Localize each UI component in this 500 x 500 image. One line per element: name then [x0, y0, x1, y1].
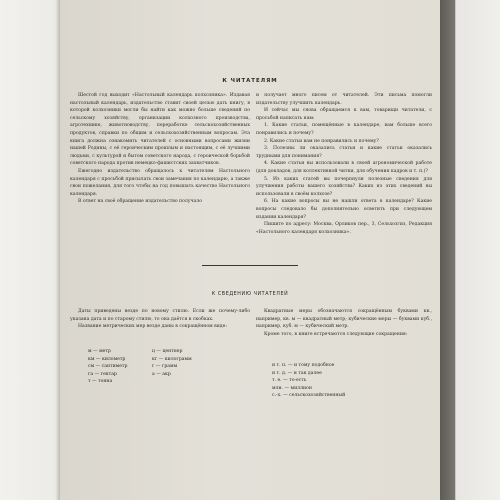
- unit-entry: кг — килограмм: [152, 356, 192, 362]
- question-3: 3. Полезны ли оказались статьи и какие статьи оказались трудными для понимания?: [256, 146, 432, 159]
- info-heading: К СВЕДЕНИЮ ЧИТАТЕЛЕЙ: [211, 292, 289, 297]
- question-4: 4. Какие статьи вы использовали в своей агрономической работе (для докладов, для коллективной читки, для обучения кадров и т. п.)?: [256, 161, 432, 174]
- unit-entry: т — тонна: [88, 379, 113, 385]
- unit-entry: г — грамм: [152, 364, 178, 370]
- book-left-edge: [0, 0, 60, 500]
- abbreviation-entry: с.-х. — сельскохозяйственный: [272, 393, 346, 399]
- reader-right-paragraph-2: И сейчас мы снова обращаемся к вам, товарищи читатели, с просьбой написать нам:: [256, 108, 432, 121]
- units-row: [88, 378, 216, 386]
- info-paragraph-dates: Даты приведены везде по новому стилю. Если же почему-либо указана дата и по старому стилю, то она даётся в скобках.: [70, 309, 250, 322]
- section-divider: [202, 265, 298, 266]
- question-2: 2. Какие статьи вам не понравились и почему?: [264, 138, 379, 144]
- reader-left-column: [70, 92, 250, 206]
- info-paragraph-measures: Название метрических мер везде даны в сокращённом виде:: [78, 324, 227, 330]
- reader-paragraph-1: Шестой год выходит «Настольный календарь колхозника». Издавая настольный календарь, издательство ставит своей целью дать книгу, в которой колхозники могли бы найти как можно больше сведений по сельскому хозяйству, организации колхозного производства, агротехнике, животноводству, переработке сельскохозяйственных продуктов, справки по общим и сельскохозяйственным вопросам. Эта книга должна ознакомить читателей с основными вопросами жизни нашей Родины, с её героическим прошлым и настоящим, с её лучшими людьми, с культурой и бытом советского народа, с героической борьбой советского народа против немецко-фашистских захватчиков.: [70, 93, 250, 167]
- book-page: [60, 0, 440, 500]
- units-row: [88, 363, 216, 371]
- info-paragraph-squares: Квадратные меры обозначаются сокращённым буквами кв., например, кв. м — квадратный метр; кубические меры — буквами куб., например, куб. м — кубический метр.: [256, 309, 432, 330]
- question-5: 5. Из каких статей вы почерпнули полезные сведения для улучшения работы вашего хозяйства? Каких из этих сведений вы использовали в своём колхозе?: [256, 176, 432, 197]
- info-left-column: [70, 308, 250, 331]
- reader-heading: К ЧИТАТЕЛЯМ: [222, 78, 278, 84]
- unit-entry: ц — центнер: [152, 349, 183, 354]
- question-6: 6. На какие вопросы вы не нашли ответа в календаре? Какие вопросы следовало бы дополнительно осветить при следующем издании календаря?: [256, 199, 432, 220]
- abbreviation-entry: млн. — миллион: [272, 385, 312, 391]
- unit-entry: а — акр: [152, 371, 171, 377]
- question-1: 1. Какие статьи, помещённые в календаре, вам больше всего понравились и почему?: [256, 123, 432, 136]
- info-right-column: [256, 308, 432, 338]
- unit-entry: км — километр: [88, 356, 126, 362]
- unit-entry: га — гектар: [88, 371, 117, 377]
- abbreviation-entry: и т. п. — и тому подобное: [272, 363, 335, 368]
- info-paragraph-abbr-intro: Кроме того, в книге встречаются следующие сокращения:: [264, 331, 408, 337]
- abbreviations-list: [272, 362, 345, 400]
- book-right-edge: [440, 0, 500, 500]
- units-row: [88, 371, 216, 379]
- units-row: [88, 356, 216, 364]
- units-row: [88, 348, 216, 356]
- units-list: [88, 348, 216, 386]
- reader-right-paragraph-1: и получает много писем от читателей. Эти письма помогли издательству улучшить календарь.: [256, 93, 432, 106]
- reader-right-column: [256, 92, 432, 236]
- address-paragraph: Пишите по адресу: Москва, Орликов пер., 3, Сельхозгиз, Редакция «Настольного календаря колхозника».: [256, 222, 432, 235]
- reader-paragraph-2: Ежегодно издательство обращалось к читателям Настольного календаря с просьбой присылать свои замечания по календарю, а также свои пожелания, для того чтобы на год повышать качество Настольного календаря.: [70, 168, 250, 197]
- reader-paragraph-3: В ответ на своё обращение издательство получало: [78, 199, 202, 205]
- abbreviation-entry: и т. д. — и так далее: [272, 370, 322, 376]
- unit-entry: см — сантиметр: [88, 364, 128, 370]
- unit-entry: м — метр: [88, 349, 111, 354]
- abbreviation-entry: т. е. — то-есть: [272, 378, 307, 384]
